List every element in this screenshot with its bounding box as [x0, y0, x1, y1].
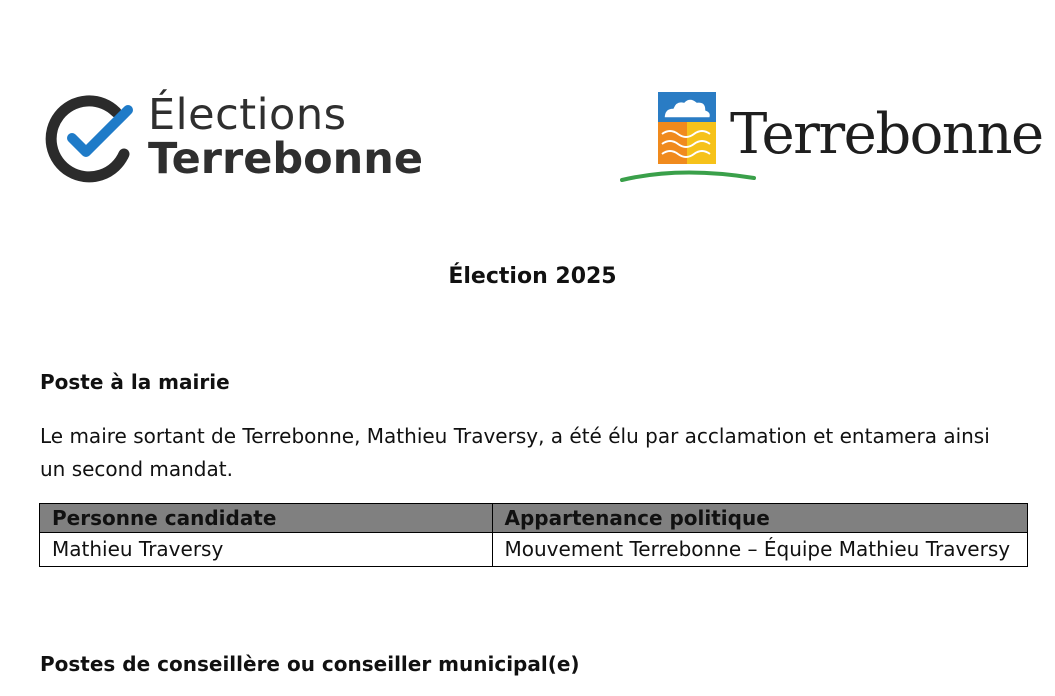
mayor-section-paragraph: Le maire sortant de Terrebonne, Mathieu Traversy, a été élu par acclamation et entamera ainsi un second mandat.: [40, 424, 990, 481]
terrebonne-city-logo: [620, 88, 1043, 188]
elections-terrebonne-logo: [44, 88, 444, 188]
table-row: [40, 533, 1028, 567]
mayor-candidates-table: [39, 503, 1028, 567]
terrebonne-wordmark: Terrebonne: [730, 102, 1043, 167]
column-header-candidate: Personne candidate: [40, 504, 493, 533]
affiliation-cell: Mouvement Terrebonne – Équipe Mathieu Traversy: [492, 533, 1027, 567]
mayor-section-heading: Poste à la mairie: [40, 370, 230, 394]
table-header-row: [40, 504, 1028, 533]
logo-line-2: Terrebonne: [148, 134, 424, 184]
council-section-heading: Postes de conseillère ou conseiller municipal(e): [40, 652, 580, 676]
checkmark-circle-icon: [44, 92, 136, 184]
logo-line-1: Élections: [148, 90, 347, 140]
document-title: Élection 2025: [448, 264, 617, 289]
column-header-affiliation: Appartenance politique: [492, 504, 1027, 533]
candidate-name-cell: Mathieu Traversy: [40, 533, 493, 567]
